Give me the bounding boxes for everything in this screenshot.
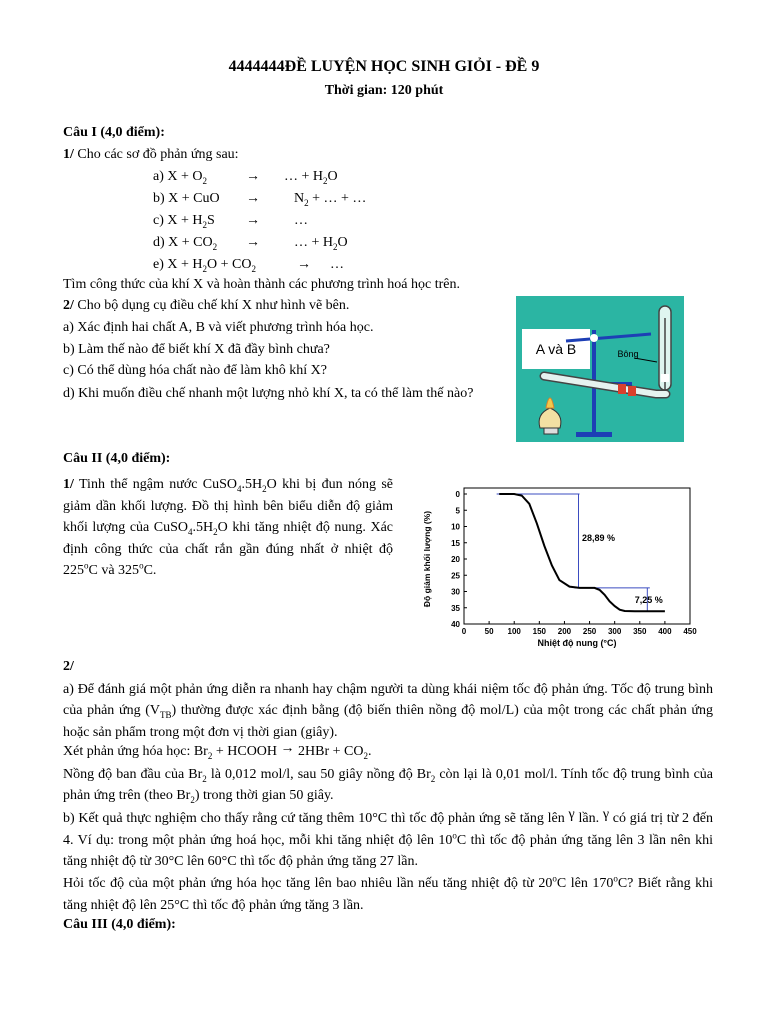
x-tick-label: 50 <box>484 627 494 636</box>
x-tick-label: 100 <box>507 627 521 636</box>
cau2-q2-reaction: Xét phản ứng hóa học: $Br_2$ + HCOOH → $2HBr + CO_2$. <box>63 741 372 761</box>
reaction-e-arrow: → <box>297 257 311 272</box>
reaction-d: d) $X + CO_2$ <box>153 235 218 252</box>
label-bong: Bông <box>617 349 639 359</box>
reaction-a-product: … + $H_2O$ <box>284 169 338 186</box>
data-series-line <box>499 494 665 611</box>
x-tick-label: 150 <box>532 627 547 636</box>
apparatus-figure <box>516 296 684 442</box>
reaction-d-product: … + $H_2O$ <box>294 235 348 252</box>
reaction-b-product: $N_2$ + … + … <box>294 191 367 208</box>
cau1-q1-intro: 1/ Cho các sơ đồ phản ứng sau: <box>63 147 239 162</box>
reaction-b: b) X + CuO <box>153 191 220 206</box>
cau3-heading: Câu III (4,0 điểm): <box>63 917 176 932</box>
cau2-q2-concentration: Nồng độ ban đầu của $Br_2$ là 0,012 mol/l, sau 50 giây nồng độ $Br_2$ còn lại là 0,01 mol/l. Tính tốc độ trung bình của phản ứng trên (theo $Br_2$) trong thời gian 50 giây. <box>63 767 713 806</box>
cau2-q2-num: 2/ <box>63 659 74 674</box>
reaction-a-arrow: → <box>246 169 260 184</box>
y-tick-label: 40 <box>451 620 460 629</box>
x-tick-label: 300 <box>607 627 622 636</box>
reaction-c-product: … <box>294 213 308 228</box>
mass-loss-chart <box>418 474 708 656</box>
annotation-28-89: 28,89 % <box>582 533 616 544</box>
cau1-q2-b: b) Làm thế nào để biết khí X đã đầy bình chưa? <box>63 342 330 357</box>
reaction-a: a) $X + O_2$ <box>153 169 207 186</box>
x-tick-label: 400 <box>658 627 672 636</box>
exam-time: Thời gian: 120 phút <box>324 83 444 98</box>
annotation-7-25: 7,25 % <box>634 594 663 605</box>
y-tick-label: 5 <box>455 506 460 516</box>
cau1-q2-intro: 2/ Cho bộ dụng cụ điều chế khí X như hình vẽ bên. <box>63 298 350 313</box>
x-tick-label: 200 <box>557 627 572 636</box>
reaction-b-arrow: → <box>246 191 260 206</box>
cau1-q2-a: a) Xác định hai chất A, B và viết phương trình hóa học. <box>63 320 374 335</box>
page-title: 4444444ĐỀ LUYỆN HỌC SINH GIỎI - ĐỀ 9 <box>228 58 540 75</box>
y-tick-label: 30 <box>451 587 460 597</box>
y-tick-label: 0 <box>455 490 460 499</box>
cotton-plug <box>661 374 669 382</box>
reaction-c: c) $X + H_2S$ <box>153 213 215 230</box>
x-tick-label: 250 <box>582 627 597 636</box>
x-tick-label: 0 <box>461 627 467 636</box>
y-tick-label: 25 <box>451 571 460 581</box>
cau2-q2-question: Hỏi tốc độ của một phản ứng hóa học tăng lên bao nhiêu lần nếu tăng nhiệt độ từ 20$^o$C lên 170$^o$C? Biết rằng khi tăng nhiệt độ lên 25°C thì tốc độ phản ứng tăng 3 lần. <box>63 873 713 913</box>
reaction-e: e) $X + H_2O + CO_2$ <box>153 257 256 274</box>
label-a-va-b: A và B <box>535 341 577 357</box>
cau1-q1-task: Tìm công thức của khí X và hoàn thành các phương trình hoá học trên. <box>63 277 460 292</box>
y-tick-label: 35 <box>451 603 460 613</box>
x-axis-label: Nhiệt độ nung (°C) <box>537 638 617 648</box>
cau1-heading: Câu I (4,0 điểm): <box>63 125 165 140</box>
cau1-q2-c: c) Có thể dùng hóa chất nào để làm khô khí X? <box>63 363 327 378</box>
cau2-q2-a: a) Để đánh giá một phản ứng diễn ra nhanh hay chậm người ta dùng khái niệm tốc độ phản ứng. Tốc độ trung bình của phản ứng $(V_{TB})$ thường được xác định bằng (độ biến thiên nồng độ mol/L) của một trong các chất phản ứng hoặc sản phẩm trong một đơn vị thời gian (giây). <box>63 682 713 740</box>
reaction-d-arrow: → <box>246 235 260 250</box>
reaction-e-product: … <box>330 257 344 272</box>
x-tick-label: 450 <box>683 627 697 636</box>
cau1-q2-d: d) Khi muốn điều chế nhanh một lượng nhỏ khí X, ta có thể làm thế nào? <box>63 386 474 401</box>
cau2-heading: Câu II (4,0 điểm): <box>63 451 171 466</box>
cau2-q1-text: 1/ Tinh thể ngậm nước $CuSO_4.5H_2O$ khi bị đun nóng sẽ giảm dần khối lượng. Đồ thị hình bên biểu diễn độ giảm khối lượng của $CuSO_4.5H_2O$ khi tăng nhiệt độ nung. Xác định công thức của chất rắn gần đúng nhất ở nhiệt độ 225$^o$C và 325$^o$C. <box>63 477 394 578</box>
x-tick-label: 350 <box>633 627 647 636</box>
y-axis-label: Độ giảm khối lượng (%) <box>422 510 432 608</box>
cau2-q2-b: b) Kết quả thực nghiệm cho thấy rằng cứ tăng thêm 10°C thì tốc độ phản ứng sẽ tăng lên γ lần. γ có giá trị từ 2 đến 4. Ví dụ: trong một phản ứng hoá học, mỗi khi tăng nhiệt độ lên 10$^o$C thì tốc độ phản ứng tăng lên 3 lần nên khi tăng nhiệt độ từ 30°C lên 60°C thì tốc độ phản ứng tăng 27 lần. <box>63 807 714 869</box>
y-tick-label: 20 <box>451 555 460 564</box>
y-tick-label: 10 <box>451 522 460 532</box>
reaction-c-arrow: → <box>246 213 260 228</box>
y-tick-label: 15 <box>451 538 460 548</box>
